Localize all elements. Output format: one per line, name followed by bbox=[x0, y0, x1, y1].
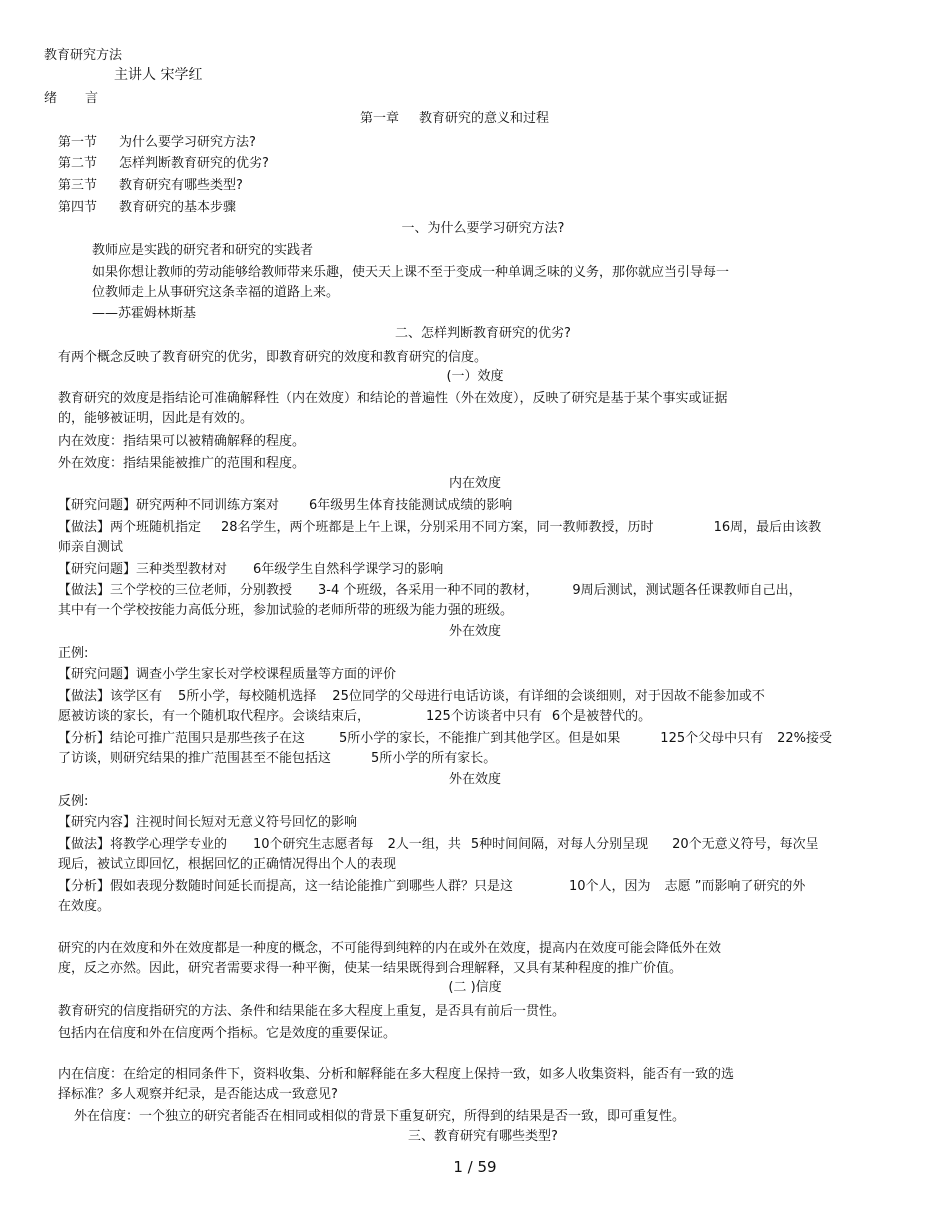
text-segment: 25位同学的父母进行电话访谈，有详细的会谈细则，对于因故不能参加或不 bbox=[332, 689, 765, 704]
section-heading-2: 二、怎样判断教育研究的优劣? bbox=[395, 326, 571, 341]
chapter-title: 教育研究的意义和过程 bbox=[419, 111, 550, 126]
section-heading-1: 一、为什么要学习研究方法? bbox=[401, 221, 565, 236]
section-number: 第一节 bbox=[58, 135, 98, 150]
toc-item bbox=[58, 199, 236, 217]
chapter-heading bbox=[360, 110, 549, 128]
example-method bbox=[58, 708, 651, 726]
text-segment: 10个研究生志愿者每 bbox=[253, 837, 374, 852]
quote-line: 如果你想让教师的劳动能够给教师带来乐趣，使天天上课不至于变成一种单调乏味的义务，那你就应当引导每一 bbox=[92, 265, 730, 280]
intro-heading bbox=[44, 90, 98, 108]
chapter-number: 第一章 bbox=[360, 111, 400, 126]
text-segment: 6年级男生体育技能测试成绩的影响 bbox=[309, 498, 513, 513]
example-question bbox=[58, 497, 512, 515]
example-method bbox=[58, 582, 802, 600]
text-segment: 22%接受 bbox=[777, 731, 833, 746]
definition-internal: 内在效度：指结果可以被精确解释的程度。 bbox=[58, 434, 306, 449]
subheading-validity: (一）效度 bbox=[446, 369, 504, 384]
subheading-external-validity: 外在效度 bbox=[448, 624, 501, 639]
text-segment: 【做法】三个学校的三位老师，分别教授 bbox=[58, 583, 293, 598]
example-method bbox=[58, 688, 765, 706]
document-title: 教育研究方法 bbox=[44, 48, 123, 63]
section-title: 教育研究的基本步骤 bbox=[119, 200, 237, 215]
section-number: 第四节 bbox=[58, 200, 98, 215]
text-segment: 志愿 ”而影响了研究的外 bbox=[664, 879, 806, 894]
intro-char-2: 言 bbox=[85, 91, 99, 106]
text-segment: 5所小学的家长，不能推广到其他学区。但是如果 bbox=[339, 731, 621, 746]
text-segment: 3-4 个班级，各采用一种不同的教材， bbox=[318, 583, 539, 598]
quote-line: 教师应是实践的研究者和研究的实践者 bbox=[92, 243, 314, 258]
example-analysis bbox=[58, 878, 805, 896]
paragraph: 教育研究的效度是指结论可准确解释性（内在效度）和结论的普遍性（外在效度），反映了研究是基于某个事实或证据 bbox=[58, 391, 728, 406]
text-segment: 【研究问题】三种类型教材对 bbox=[58, 562, 228, 577]
text-segment: 5所小学，每校随机选择 bbox=[178, 689, 317, 704]
quote-author: ——苏霍姆林斯基 bbox=[92, 306, 197, 321]
example-method bbox=[58, 836, 819, 854]
toc-item bbox=[58, 134, 256, 152]
page-number: 1 / 59 bbox=[453, 1158, 497, 1176]
text-segment: 了访谈，则研究结果的推广范围甚至不能包括这 bbox=[58, 751, 332, 766]
example-method bbox=[58, 519, 821, 537]
subheading-reliability: (二 )信度 bbox=[448, 980, 502, 995]
text-segment: 6年级学生自然科学课学习的影响 bbox=[253, 562, 444, 577]
example-method: 现后，被试立即回忆，根据回忆的正确情况得出个人的表现 bbox=[58, 857, 397, 872]
text-segment: 9周后测试，测试题各任课教师自己出， bbox=[572, 583, 802, 598]
text-segment: 【分析】假如表现分数随时间延长而提高，这一结论能推广到哪些人群？只是这 bbox=[58, 879, 514, 894]
lecturer-line: 主讲人 宋学红 bbox=[114, 67, 203, 83]
section-title: 为什么要学习研究方法? bbox=[119, 135, 256, 150]
section-title: 怎样判断教育研究的优劣? bbox=[119, 156, 269, 171]
text-segment: 6个是被替代的。 bbox=[551, 709, 652, 724]
quote-line: 位教师走上从事研究这条幸福的道路上来。 bbox=[92, 285, 340, 300]
paragraph: 的，能够被证明，因此是有效的。 bbox=[58, 411, 254, 426]
text-segment: 125个父母中只有 bbox=[660, 731, 764, 746]
text-segment: 【分析】结论可推广范围只是那些孩子在这 bbox=[58, 731, 306, 746]
paragraph: 有两个概念反映了教育研究的优劣，即教育研究的效度和教育研究的信度。 bbox=[58, 350, 488, 365]
paragraph: 研究的内在效度和外在效度都是一种度的概念，不可能得到纯粹的内在或外在效度，提高内在效度可能会降低外在效 bbox=[58, 941, 722, 956]
text-segment: 125个访谈者中只有 bbox=[426, 709, 542, 724]
section-number: 第二节 bbox=[58, 156, 98, 171]
text-segment: 28名学生，两个班都是上午上课，分别采用不同方案，同一教师教授，历时 bbox=[221, 520, 654, 535]
definition-external: 外在效度：指结果能被推广的范围和程度。 bbox=[58, 456, 306, 471]
example-question: 【研究问题】调查小学生家长对学校课程质量等方面的评价 bbox=[58, 667, 397, 682]
text-segment: 10个人，因为 bbox=[569, 879, 651, 894]
paragraph: 教育研究的信度指研究的方法、条件和结果能在多大程度上重复，是否具有前后一贯性。 bbox=[58, 1004, 566, 1019]
subheading-external-validity: 外在效度 bbox=[448, 772, 501, 787]
section-title: 教育研究有哪些类型? bbox=[119, 178, 243, 193]
text-segment: 5种时间间隔，对每人分别呈现 bbox=[470, 837, 649, 852]
paragraph: 内在信度：在给定的相同条件下，资料收集、分析和解释能在多大程度上保持一致，如多人收集资料，能否有一致的选 bbox=[58, 1067, 735, 1082]
negative-example-label: 反例: bbox=[58, 794, 89, 809]
example-analysis bbox=[58, 730, 832, 748]
text-segment: 【做法】两个班随机指定 bbox=[58, 520, 202, 535]
text-segment: 愿被访谈的家长，有一个随机取代程序。会谈结束后， bbox=[58, 709, 371, 724]
intro-char-1: 绪 bbox=[44, 91, 58, 106]
text-segment: 2人一组，共 bbox=[387, 837, 461, 852]
section-heading-3: 三、教育研究有哪些类型? bbox=[408, 1129, 558, 1144]
subheading-internal-validity: 内在效度 bbox=[448, 476, 501, 491]
text-segment: 【做法】该学区有 bbox=[58, 689, 163, 704]
example-method: 师亲自测试 bbox=[58, 540, 124, 555]
example-question bbox=[58, 561, 443, 579]
example-method: 其中有一个学校按能力高低分班，参加试验的老师所带的班级为能力强的班级。 bbox=[58, 603, 514, 618]
text-segment: 【研究问题】研究两种不同训练方案对 bbox=[58, 498, 280, 513]
text-segment: 5所小学的所有家长。 bbox=[371, 751, 497, 766]
text-segment: 16周，最后由该教 bbox=[713, 520, 822, 535]
paragraph: 度，反之亦然。因此，研究者需要求得一种平衡，使某一结果既得到合理解释，又具有某种程度的推广价值。 bbox=[58, 961, 683, 976]
positive-example-label: 正例: bbox=[58, 646, 89, 661]
example-analysis: 在效度。 bbox=[58, 899, 111, 914]
toc-item bbox=[58, 155, 269, 173]
paragraph: 外在信度：一个独立的研究者能否在相同或相似的背景下重复研究，所得到的结果是否一致，即可重复性。 bbox=[74, 1109, 686, 1124]
toc-item bbox=[58, 177, 243, 195]
example-question: 【研究内容】注视时间长短对无意义符号回忆的影响 bbox=[58, 815, 358, 830]
paragraph: 择标准？多人观察并纪录，是否能达成一致意见? bbox=[58, 1087, 338, 1102]
text-segment: 20个无意义符号，每次呈 bbox=[672, 837, 819, 852]
section-number: 第三节 bbox=[58, 178, 98, 193]
example-analysis bbox=[58, 750, 496, 768]
paragraph: 包括内在信度和外在信度两个指标。它是效度的重要保证。 bbox=[58, 1026, 397, 1041]
text-segment: 【做法】将教学心理学专业的 bbox=[58, 837, 228, 852]
